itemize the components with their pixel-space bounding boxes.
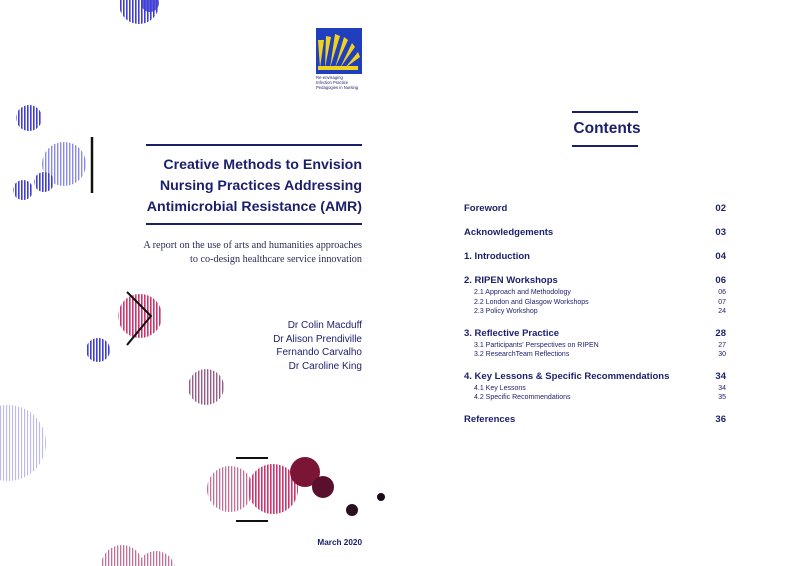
toc-entry-page: 36 [715,413,726,425]
logo-caption [316,75,376,90]
toc-entry-page: 02 [715,203,726,214]
contents-heading: Contents [573,120,641,137]
title-line: Nursing Practices Addressing [159,178,362,194]
toc-entry[interactable] [464,327,726,341]
toc-entry-label: Foreword [464,203,508,214]
toc-entry[interactable] [464,250,726,264]
deco-circle [16,105,42,131]
toc-subentry-label: 4.2 Specific Recommendations [474,394,571,401]
deco-circle [118,294,162,338]
toc-section [464,202,726,216]
title-line: Creative Methods to Envision [163,157,362,173]
logo-caption-line: Re-envisaging [316,75,343,80]
contents-rule-top [572,111,638,113]
subtitle-line: A report on the use of arts and humanities approaches [143,240,362,251]
title-line: Antimicrobial Resistance (AMR) [146,199,362,215]
toc-entry-page: 03 [715,227,726,238]
deco-circle [34,172,54,192]
toc-entry-page: 06 [715,275,726,286]
deco-circle [137,551,175,566]
toc-subentry[interactable] [464,350,726,360]
toc-subentry-page: 34 [718,384,726,392]
toc-entry-label: 3. Reflective Practice [464,327,560,339]
toc-section [464,370,726,403]
deco-circle [101,545,143,566]
subtitle-line: to co-design healthcare service innovation [190,254,362,265]
toc-subentry[interactable] [464,341,726,351]
toc-subentry-page: 24 [718,308,726,315]
toc-subentry-label: 4.1 Key Lessons [474,384,526,392]
publication-date: March 2020 [317,538,362,547]
ripen-logo [316,28,362,74]
toc-subentry[interactable] [464,288,726,298]
title-rule-bottom [146,223,362,225]
toc-entry-label: 1. Introduction [464,251,530,262]
toc-entry[interactable] [464,274,726,288]
toc-subentry-page: 07 [718,298,726,306]
report-title [140,155,362,218]
title-rule-top [146,144,362,146]
toc-section [464,413,726,427]
toc-subentry-page: 35 [718,394,726,401]
toc-entry-page: 34 [715,370,726,382]
toc-subentry-page: 30 [718,351,726,358]
deco-circle [0,405,46,481]
toc-subentry[interactable] [464,393,726,403]
toc-section [464,327,726,360]
toc-entry-page: 04 [715,251,726,262]
toc-entry-label: 4. Key Lessons & Specific Recommendations [464,370,670,382]
author-name: Dr Caroline King [288,360,362,372]
author-name: Dr Colin Macduff [287,320,362,331]
toc-subentry-page: 27 [718,341,726,349]
deco-circle [188,369,224,405]
toc-entry-label: Acknowledgements [464,227,554,238]
toc-subentry-label: 3.2 ResearchTeam Reflections [474,351,570,358]
table-of-contents [464,202,726,437]
toc-entry[interactable] [464,413,726,427]
deco-circle [312,476,334,498]
deco-circle [346,504,358,516]
author-name: Dr Alison Prendiville [273,333,362,345]
sun-rays-logo-icon [316,28,362,74]
toc-subentry-label: 3.1 Participants' Perspectives on RIPEN [474,341,599,349]
logo-caption-line: Infection Practice [316,80,349,85]
author-name: Fernando Carvalho [276,347,362,359]
toc-subentry-label: 2.3 Policy Workshop [474,308,538,315]
toc-entry-label: References [464,413,516,425]
toc-section [464,274,726,317]
toc-subentry-label: 2.2 London and Glasgow Workshops [474,298,589,306]
author-list [220,319,362,373]
logo-caption-line: Pedagogies in Nursing [316,85,359,90]
contents-rule-bottom [572,145,638,147]
deco-circle [377,493,385,501]
deco-circle [13,180,33,200]
toc-subentry-label: 2.1 Approach and Methodology [474,289,571,296]
toc-entry-page: 28 [715,327,726,339]
toc-section [464,250,726,264]
toc-subentry[interactable] [464,298,726,308]
deco-circle [86,338,110,362]
report-subtitle [140,239,362,267]
toc-entry[interactable] [464,370,726,384]
toc-subentry-page: 06 [718,289,726,296]
deco-circle [207,466,253,512]
toc-section [464,226,726,240]
toc-entry[interactable] [464,226,726,240]
toc-subentry[interactable] [464,307,726,317]
toc-entry[interactable] [464,202,726,216]
toc-entry-label: 2. RIPEN Workshops [464,275,558,286]
toc-subentry[interactable] [464,384,726,394]
